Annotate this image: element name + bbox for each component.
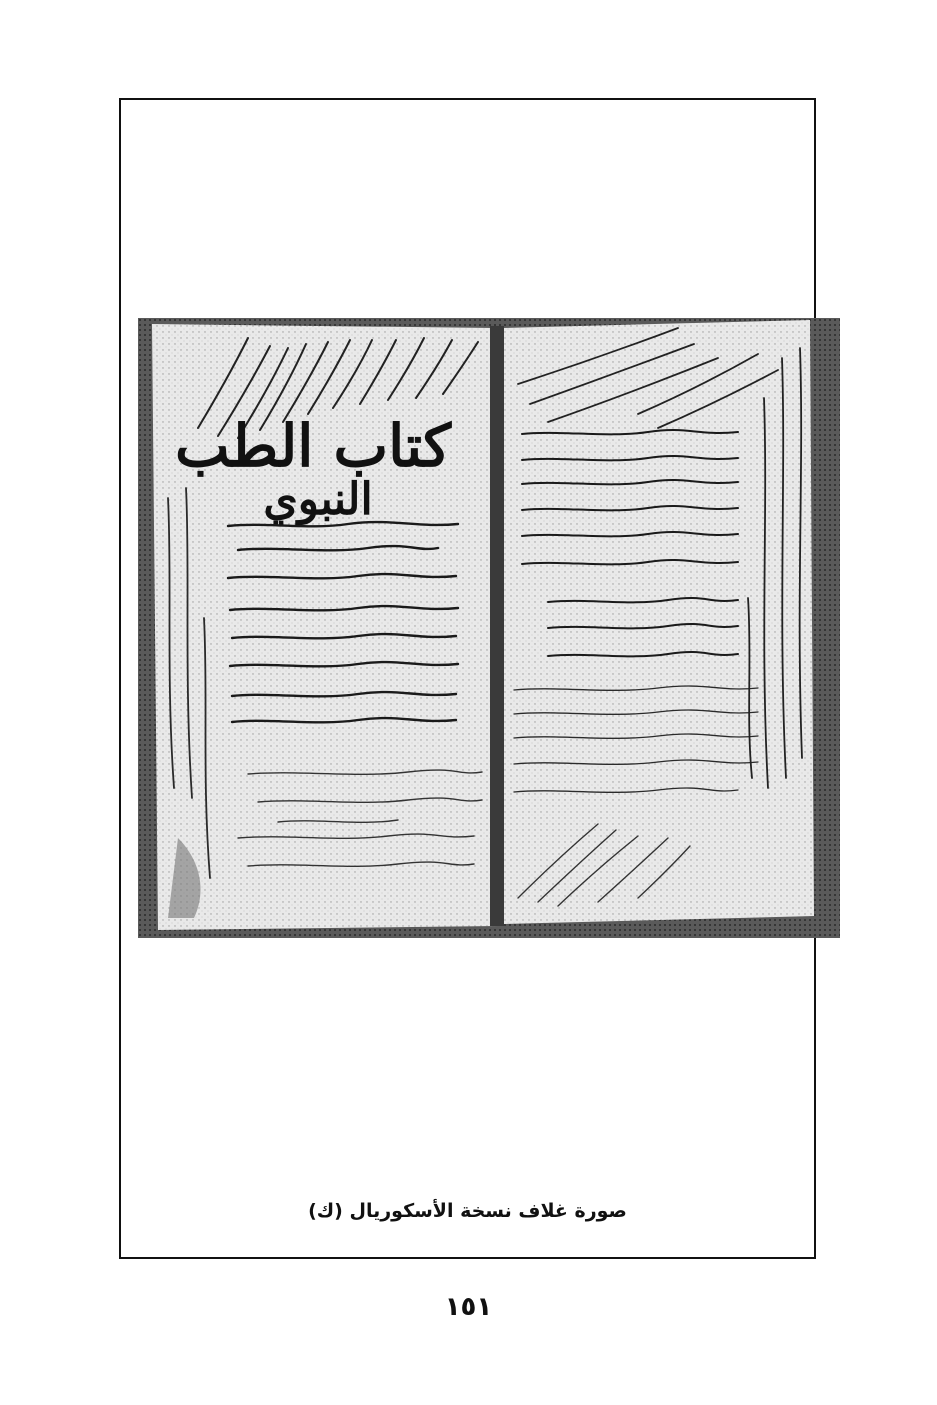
manuscript-title-line-2: النبوي <box>263 474 373 525</box>
figure-caption: صورة غلاف نسخة الأسكوريال (ك) <box>308 1200 627 1222</box>
manuscript-cover-image <box>138 318 840 938</box>
page-number: ١٥١ <box>444 1292 493 1322</box>
manuscript-title-line-1: كتاب الطب <box>175 412 451 480</box>
